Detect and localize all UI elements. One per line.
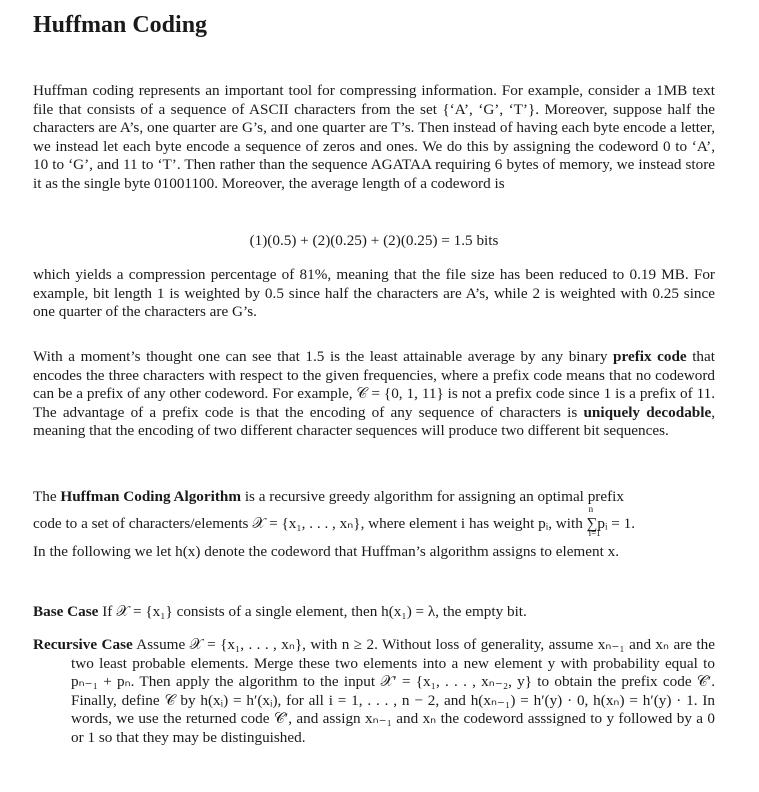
algo-text-3: code to a set of characters/elements 𝒳 = {x₁, . . . , xₙ}, where element i has weight pᵢ, with	[33, 515, 587, 532]
prefix-text-1: With a moment’s thought one can see that 1.5 is the least attainable average by any binary	[33, 348, 614, 365]
algorithm-line-3: In the following we let h(x) denote the codeword that Huffman’s algorithm assigns to element x.	[33, 543, 619, 560]
uniquely-decodable-term: uniquely decodable	[583, 403, 712, 421]
intro-paragraph: Huffman coding represents an important tool for compressing information. For example, consider a 1MB text file that consists of a sequence of ASCII characters from the set {‘A’, ‘G’, ‘T’}. Moreover, suppose half the characters are A’s, one quarter are G’s, and one quarter are T’s. Then instead of having each byte encode a letter, we instead let each byte encode a sequence of zeros and ones. We do this by assigning the codeword 0 to ‘A’, 10 to ‘G’, and 11 to ‘T’. Then rather than the sequence AGATAA requiring 6 bytes of memory, we instead store it as the single byte 01001100. Moreover, the average length of a codeword is	[33, 82, 715, 192]
recursive-case	[33, 636, 715, 748]
prefix-text-3: , meaning that the encoding of two different character sequences will produce two different bit sequences.	[33, 403, 716, 440]
algorithm-line-1	[33, 488, 723, 506]
prefix-text-2: that encodes the three characters with respect to the given frequencies, where a prefix code means that no codeword can be a prefix of any other codeword. For example, 𝒞 = {0, 1, 11} is not a prefix code since 1 is a prefix of 11. The advantage of a prefix code is that the encoding of any sequence of characters is	[33, 348, 715, 421]
page-title: Huffman Coding	[33, 12, 208, 38]
algo-text-1: The	[33, 488, 61, 505]
sum-upper-limit: n	[588, 504, 594, 514]
average-length-equation: (1)(0.5) + (2)(0.25) + (2)(0.25) = 1.5 bits	[249, 232, 499, 249]
prefix-code-term: prefix code	[613, 348, 687, 365]
prefix-code-paragraph	[33, 348, 715, 441]
sum-lower-limit: i=1	[588, 528, 601, 538]
recursive-case-label: Recursive Case	[33, 636, 133, 653]
base-case	[33, 603, 715, 622]
algorithm-line-2	[33, 504, 723, 538]
algo-text-2: is a recursive greedy algorithm for assigning an optimal prefix	[241, 488, 624, 505]
algo-text-4: pᵢ = 1.	[597, 515, 636, 532]
sum-symbol: ∑	[586, 515, 598, 532]
compression-paragraph: which yields a compression percentage of 81%, meaning that the file size has been reduced to 0.19 MB. For example, bit length 1 is weighted by 0.5 since half the characters are A’s, while 2 is weighted with 0.25 since one quarter of the characters are G’s.	[33, 266, 715, 321]
base-case-label: Base Case	[33, 603, 99, 620]
huffman-algorithm-term: Huffman Coding Algorithm	[60, 488, 242, 505]
summation	[586, 504, 601, 538]
base-case-text: If 𝒳 = {x₁} consists of a single element, then h(x₁) = λ, the empty bit.	[102, 603, 527, 620]
recursive-case-text: Assume 𝒳 = {x₁, . . . , xₙ}, with n ≥ 2. Without loss of generality, assume xₙ₋₁ and xₙ are the two least probable elements. Merge these two elements into a new element y with probability equal to pₙ₋₁ + pₙ. Then apply the algorithm to the input 𝒳′ = {x₁, . . . , xₙ₋₂, y} to obtain the prefix code 𝒞′. Finally, define 𝒞 by h(xᵢ) = h′(xᵢ), for all i = 1, . . . , n − 2, and h(xₙ₋₁) = h′(y) · 0, h(xₙ) = h′(y) · 1. In words, we use the returned code 𝒞′, and assign xₙ₋₁ and xₙ the codeword asssigned to y followed by a 0 or 1 so that they may be distinguished.	[71, 636, 715, 746]
